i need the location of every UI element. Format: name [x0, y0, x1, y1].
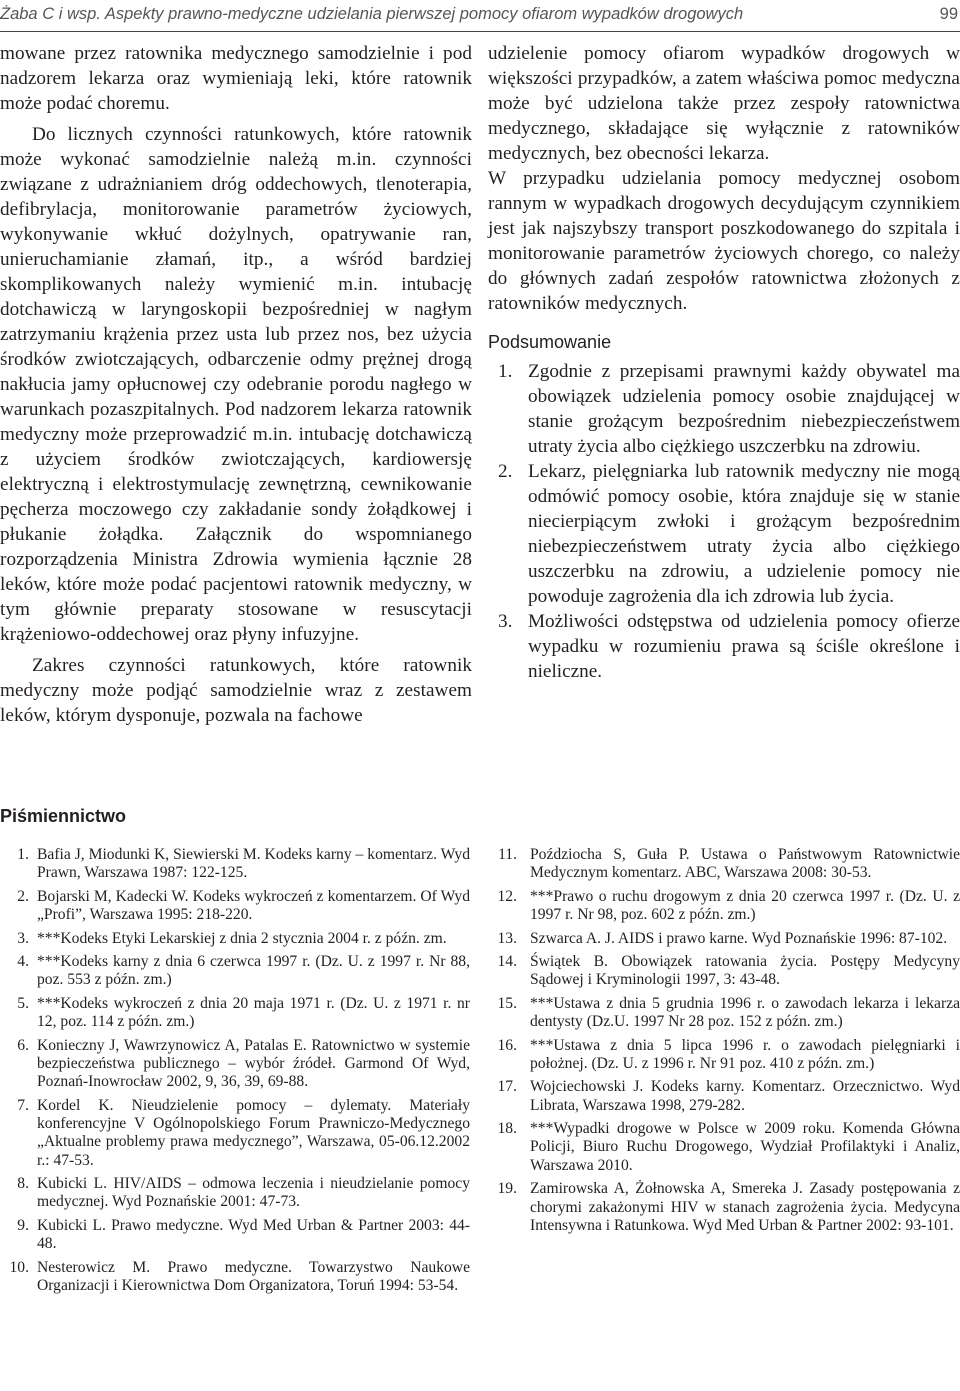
- reference-item: [0, 1217, 470, 1254]
- reference-item: [490, 1037, 960, 1074]
- reference-item: [490, 1180, 960, 1235]
- reference-item: [0, 846, 470, 883]
- reference-text: ***Kodeks karny z dnia 6 czerwca 1997 r. (Dz. U. z 1997 r. Nr 88, poz. 553 z późn. zm.): [37, 953, 470, 989]
- paragraph: Zakres czynności ratunkowych, które ratownik medyczny może podjąć samodzielnie wraz z zestawem leków, którym dysponuje, pozwala na fachowe: [0, 655, 472, 726]
- reference-number: 5.: [17, 994, 29, 1012]
- reference-text: Szwarca A. J. AIDS i prawo karne. Wyd Poznańskie 1996: 87-102.: [530, 929, 948, 947]
- reference-item: [490, 846, 960, 883]
- references-left-column: [0, 846, 470, 1300]
- reference-item: [0, 888, 470, 925]
- reference-number: 11.: [498, 846, 517, 863]
- summary-item-text: Możliwości odstępstwa od udzielenia pomocy ofierze wypadku w rozumieniu prawa są ściśle określone i nieliczne.: [528, 611, 960, 682]
- paragraph: mowane przez ratownika medycznego samodzielnie i pod nadzorem lekarza oraz wymieniają leki, które ratownik może podać choremu.: [0, 43, 472, 114]
- summary-item-number: 2.: [498, 461, 513, 482]
- references-right-column: [490, 846, 960, 1240]
- reference-text: Kubicki L. HIV/AIDS – odmowa leczenia i nieudzielanie pomocy medycznej. Wyd Poznańskie 2001: 47-73.: [37, 1175, 470, 1211]
- reference-number: 14.: [497, 953, 517, 971]
- summary-item: [488, 359, 960, 459]
- reference-text: Zamirowska A, Żołnowska A, Smereka J. Zasady postępowania z chorymi zakażonymi HIV w stanach zagrożenia życia. Medycyna Intensywna i Ratunkowa. Wyd Med Urban & Partner 2002: 93-101.: [530, 1180, 960, 1234]
- summary-heading: Podsumowanie: [488, 332, 612, 352]
- reference-number: 3.: [17, 929, 29, 947]
- summary-item-number: 3.: [498, 611, 513, 632]
- reference-number: 19.: [497, 1180, 517, 1198]
- reference-number: 6.: [17, 1036, 29, 1054]
- reference-text: Bojarski M, Kadecki W. Kodeks wykroczeń z komentarzem. Of Wyd „Profi”, Warszawa 1995: 218-220.: [37, 887, 470, 924]
- left-text-column: [0, 41, 472, 728]
- reference-item: [0, 1097, 470, 1170]
- reference-item: [490, 1120, 960, 1175]
- reference-item: [490, 995, 960, 1032]
- reference-item: [490, 953, 960, 990]
- reference-item: [0, 1175, 470, 1212]
- reference-text: Wojciechowski J. Kodeks karny. Komentarz. Orzecznictwo. Wyd Librata, Warszawa 1998, 279-282.: [530, 1078, 960, 1114]
- reference-item: [0, 1259, 470, 1296]
- paragraph: W przypadku udzielania pomocy medycznej osobom rannym w wypadkach drogowych decydującym czynnikiem jest jak najszybszy transport poszkodowanego do szpitala i monitorowanie parametrów życiowych chorego, co należy do głównych zadań zespołów ratownictwa złożonych z ratowników medycznych.: [488, 168, 960, 314]
- reference-text: Konieczny J, Wawrzynowicz A, Patalas E. Ratownictwo w systemie bezpieczeństwa publicznego – wybór źródeł. Garmond Of Wyd, Poznań-Inowrocław 2002, 9, 36, 39, 69-88.: [37, 1036, 470, 1091]
- reference-number: 1.: [17, 846, 29, 863]
- reference-item: [0, 930, 470, 948]
- reference-text: Bafia J, Miodunki K, Siewierski M. Kodeks karny – komentarz. Wyd Prawn, Warszawa 1987: 122-125.: [37, 846, 470, 882]
- summary-item: [488, 459, 960, 609]
- reference-item: [0, 953, 470, 990]
- running-head-title: Żaba C i wsp. Aspekty prawno-medyczne udzielania pierwszej pomocy ofiarom wypadków drogowych: [0, 5, 744, 23]
- reference-number: 8.: [17, 1175, 29, 1193]
- reference-number: 18.: [497, 1120, 517, 1138]
- reference-text: Świątek B. Obowiązek ratowania życia. Postępy Medycyny Sądowej i Kryminologii 1997, 3: 43-48.: [530, 953, 960, 989]
- reference-text: Poździocha S, Guła P. Ustawa o Państwowym Ratownictwie Medycznym komentarz. ABC, Warszawa 2008: 30-53.: [530, 846, 960, 882]
- reference-number: 13.: [497, 929, 517, 947]
- reference-text: Kordel K. Nieudzielenie pomocy – dylematy. Materiały konferencyjne V Ogólnopolskiego Forum Prawniczo-Medycznego „Aktualne problemy prawa medycznego”, Warszawa, 05-06.12.2002 r.: 47-53.: [37, 1096, 470, 1169]
- reference-number: 2.: [17, 887, 29, 905]
- reference-text: ***Ustawa z dnia 5 lipca 1996 r. o zawodach pielęgniarki i położnej. (Dz. U. z 1996 r. Nr 91 poz. 410 z późn. zm.): [530, 1036, 960, 1072]
- reference-number: 12.: [497, 887, 517, 905]
- header-rule: [0, 31, 960, 32]
- reference-item: [490, 930, 960, 948]
- reference-number: 16.: [497, 1036, 517, 1054]
- reference-item: [490, 888, 960, 925]
- reference-number: 17.: [497, 1078, 517, 1096]
- references-heading: Piśmiennictwo: [0, 806, 127, 826]
- paragraph: udzielenie pomocy ofiarom wypadków drogowych w większości przypadków, a zatem właściwa pomoc medyczna może być udzielona także przez zespoły ratownictwa medycznego, składające się wyłącznie z ratowników medycznych, bez obecności lekarza.: [488, 43, 960, 164]
- summary-list: [488, 359, 960, 684]
- summary-item-number: 1.: [498, 361, 513, 382]
- reference-number: 9.: [17, 1216, 29, 1234]
- reference-item: [490, 1078, 960, 1115]
- paragraph: Do licznych czynności ratunkowych, które ratownik może wykonać samodzielnie należą m.in. czynności związane z udrażnianiem dróg oddechowych, tlenoterapia, defibrylacja, monitorowanie parametrów życiowych, wykonywanie wkłuć dożylnych, opatrywanie ran, unieruchamianie złamań, itp., a wśród bardziej skomplikowanych należy wymienić m.in. intubację dotchawiczą w laryngoskopii bezpośredniej w nagłym zatrzymaniu krążenia przez usta lub przez nos, bez użycia środków zwiotczających, odbarczenie odmy prężnej drogą nakłucia jamy opłucnowej czy odebranie porodu nagłego w warunkach pozaszpitalnych. Pod nadzorem lekarza ratownik medyczny może przeprowadzić m.in. intubację dotchawiczą z użyciem środków zwiotczających, kardiowersję elektryczną i elektrostymulację zewnętrzną, cewnikowanie pęcherza moczowego czy zakładanie sondy żołądkowej i płukanie żołądka. Załącznik do wspomnianego rozporządzenia Ministra Zdrowia wymienia łącznie 28 leków, które może podać pacjentowi ratownik medyczny, w tym głównie preparaty stosowane w resuscytacji krążeniowo-oddechowej oraz płyny infuzyjne.: [0, 124, 472, 645]
- page-number: 99: [939, 5, 958, 23]
- reference-number: 7.: [17, 1096, 29, 1114]
- reference-number: 4.: [17, 953, 29, 971]
- reference-number: 15.: [497, 994, 517, 1012]
- summary-item-text: Lekarz, pielęgniarka lub ratownik medyczny nie mogą odmówić pomocy osobie, która znajduje się w stanie niecierpiącym zwłoki i grożącym bezpośrednim niebezpieczeństwem utraty życia albo ciężkiego uszczerbku na zdrowiu, a udzielenie pomocy nie powoduje zagrożenia dla ich zdrowia lub życia.: [528, 461, 960, 607]
- right-text-column: [488, 41, 960, 684]
- reference-text: ***Wypadki drogowe w Polsce w 2009 roku. Komenda Główna Policji, Biuro Ruchu Drogowego, Wydział Profilaktyki i Analiz, Warszawa 2010.: [530, 1120, 960, 1174]
- reference-text: Kubicki L. Prawo medyczne. Wyd Med Urban & Partner 2003: 44-48.: [37, 1216, 470, 1253]
- reference-text: Nesterowicz M. Prawo medyczne. Towarzystwo Naukowe Organizacji i Kierownictwa Dom Organizatora, Toruń 1994: 53-54.: [37, 1258, 470, 1294]
- reference-text: ***Ustawa z dnia 5 grudnia 1996 r. o zawodach lekarza i lekarza dentysty (Dz.U. 1997 Nr 28 poz. 152 z późn. zm.): [530, 994, 960, 1031]
- reference-text: ***Prawo o ruchu drogowym z dnia 20 czerwca 1997 r. (Dz. U. z 1997 r. Nr 98, poz. 602 z późn. zm.): [530, 887, 960, 924]
- reference-text: ***Kodeks Etyki Lekarskiej z dnia 2 stycznia 2004 r. z późn. zm.: [37, 929, 447, 947]
- running-head: [0, 2, 960, 26]
- reference-text: ***Kodeks wykroczeń z dnia 20 maja 1971 r. (Dz. U. z 1971 r. nr 12, poz. 114 z późn. zm.): [37, 994, 470, 1031]
- summary-item: [488, 609, 960, 684]
- reference-item: [0, 995, 470, 1032]
- reference-number: 10.: [9, 1258, 29, 1276]
- summary-item-text: Zgodnie z przepisami prawnymi każdy obywatel ma obowiązek udzielenia pomocy osobie znajdującej w stanie grożącym bezpośrednim niebezpieczeństwem utraty życia albo ciężkiego uszczerbku na zdrowiu.: [528, 361, 960, 457]
- reference-item: [0, 1037, 470, 1092]
